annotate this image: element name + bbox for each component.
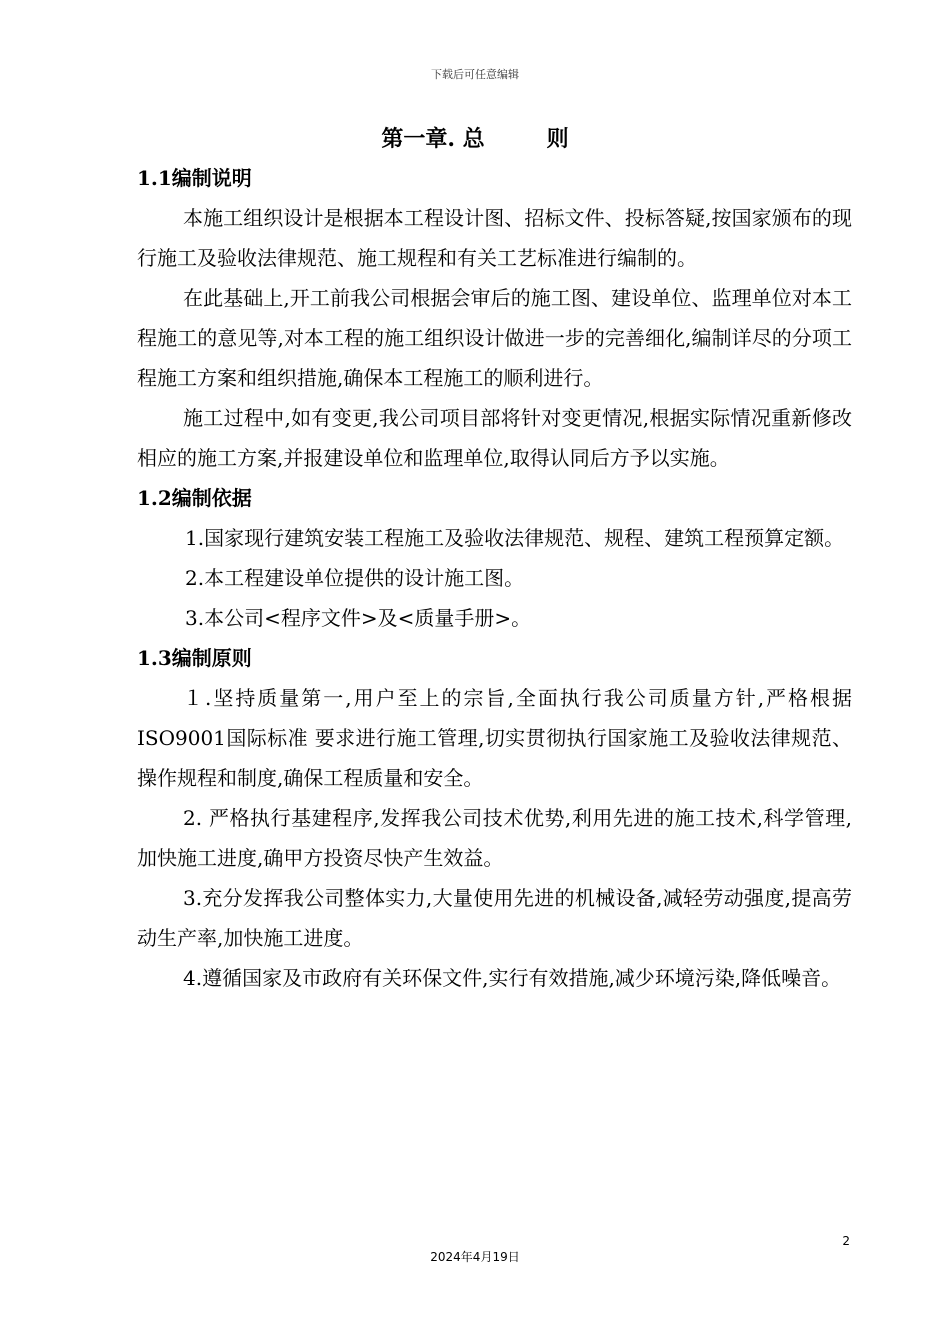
list-item: 2.本工程建设单位提供的设计施工图。 [185,566,525,590]
footer-date: 2024年4月19日 [430,1250,520,1264]
section-heading-1-2: 1.2编制依据 [137,486,252,510]
paragraph: １.坚持质量第一,用户至上的宗旨,全面执行我公司质量方针,严格根据ISO9001国际标准 要求进行施工管理,切实贯彻执行国家施工及验收法律规范、操作规程和制度,确保工程质量和安全。 [137,686,852,790]
paragraph: 在此基础上,开工前我公司根据会审后的施工图、建设单位、监理单位对本工程施工的意见等,对本工程的施工组织设计做进一步的完善细化,编制详尽的分项工程施工方案和组织措施,确保本工程施工的顺利进行。 [137,286,852,390]
paragraph: 4.遵循国家及市政府有关环保文件,实行有效措施,减少环境污染,降低噪音。 [183,966,842,990]
header-note: 下载后可任意编辑 [431,68,519,81]
section-heading-1-3: 1.3编制原则 [137,646,252,670]
list-item: 3.本公司<程序文件>及<质量手册>。 [185,606,532,630]
chapter-title-suffix: 则 [546,126,569,152]
section-heading-1-1: 1.1编制说明 [137,166,252,190]
document-body [137,158,852,998]
page-number: 2 [842,1234,850,1248]
list-item: 1.国家现行建筑安装工程施工及验收法律规范、规程、建筑工程预算定额。 [185,526,845,550]
chapter-title-prefix: 第一章. 总 [381,126,485,152]
chapter-title [0,122,950,153]
paragraph: 2. 严格执行基建程序,发挥我公司技术优势,利用先进的施工技术,科学管理,加快施工进度,确甲方投资尽快产生效益。 [137,806,852,870]
paragraph: 3.充分发挥我公司整体实力,大量使用先进的机械设备,减轻劳动强度,提高劳动生产率,加快施工进度。 [137,886,852,950]
paragraph: 本施工组织设计是根据本工程设计图、招标文件、投标答疑,按国家颁布的现行施工及验收法律规范、施工规程和有关工艺标准进行编制的。 [137,206,852,270]
paragraph: 施工过程中,如有变更,我公司项目部将针对变更情况,根据实际情况重新修改相应的施工方案,并报建设单位和监理单位,取得认同后方予以实施。 [137,406,852,470]
